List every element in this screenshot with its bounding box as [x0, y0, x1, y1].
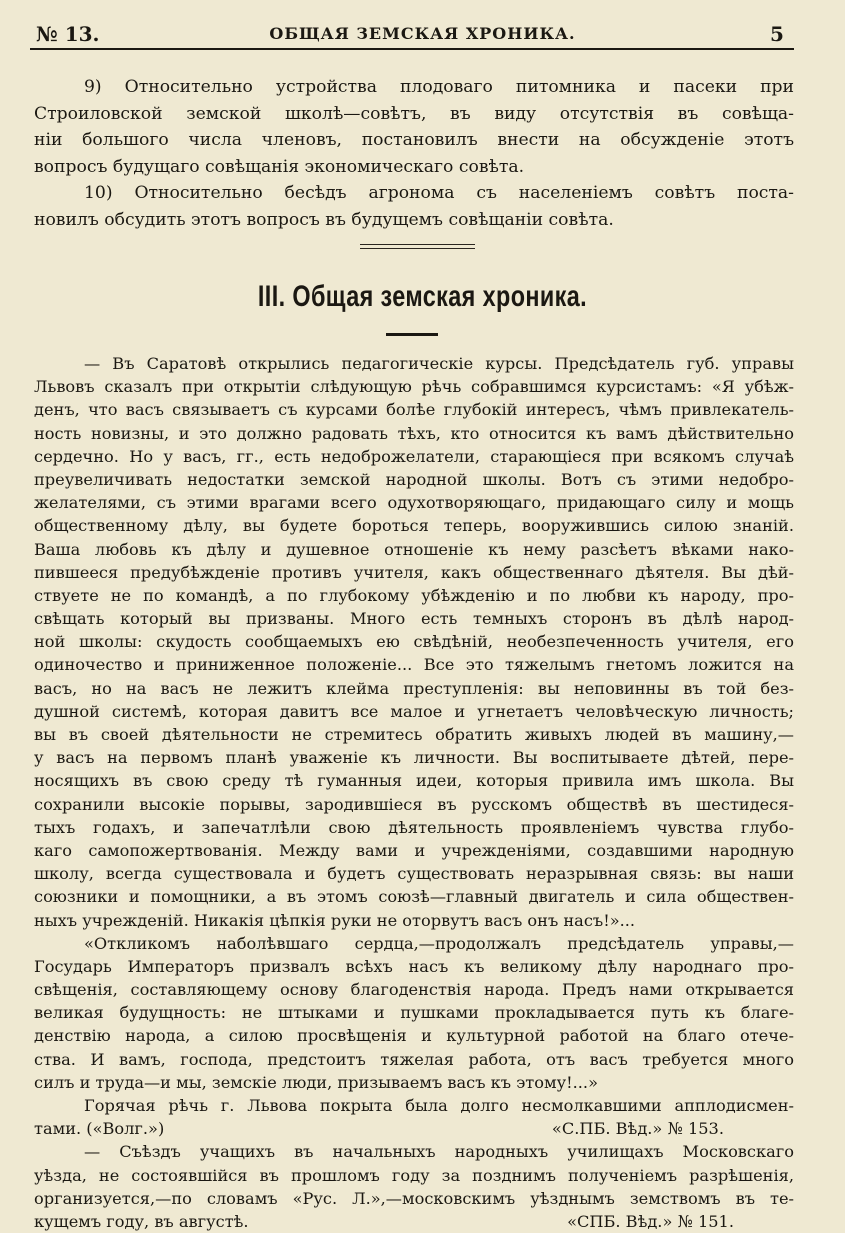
text-line: вопросъ будущаго совѣщанія экономическаго совѣта.: [34, 156, 525, 177]
text-line: каго самопожертвованія. Между вами и учрежденіями, создавшими народную: [34, 840, 794, 860]
text-line: тыхъ годахъ, и запечатлѣли свою дѣятельность проявленіемъ чувства глубо-: [34, 817, 794, 837]
text-line: преувеличивать недостатки земской народной школы. Вотъ съ этими недобро-: [34, 469, 794, 489]
text-line: ніи большого числа членовъ, постановилъ внести на обсужденіе этотъ: [34, 130, 794, 150]
text-line: ства. И вамъ, господа, предстоитъ тяжелая работа, отъ васъ требуется много: [34, 1049, 794, 1069]
title-rule: [386, 333, 438, 336]
text-line: желателями, съ этими врагами всего одухотворяющаго, придающаго силу и мощь: [34, 493, 794, 513]
issue-number: № 13.: [36, 22, 100, 46]
text-line: Ваша любовь къ дѣлу и душевное отношеніе къ нему разсѣетъ вѣками нако-: [34, 539, 794, 559]
text-line: ность новизны, и это должно радовать тѣхъ, кто относится къ вамъ дѣйствительно: [34, 423, 794, 443]
text-line: уѣзда, не состоявшійся въ прошломъ году за позднимъ полученіемъ разрѣшенія,: [34, 1165, 794, 1185]
source-reference: «СПБ. Вѣд.» № 151.: [567, 1211, 734, 1231]
text-line: школу, всегда существовала и будетъ существовать неразрывная связь: вы наши: [34, 864, 794, 884]
text-line: — Въ Саратовѣ открылись педагогическіе курсы. Предсѣдатель губ. управы: [84, 354, 794, 373]
text-line: силъ и труда—и мы, земскіе люди, призываемъ васъ къ этому!...»: [34, 1072, 598, 1092]
text-line: вы въ своей дѣятельности не стремитесь обратить живыхъ людей въ машину,—: [34, 725, 794, 744]
text-line: пившееся предубѣжденіе противъ учителя, какъ общественнаго дѣятеля. Вы дѣй-: [34, 562, 794, 582]
text-fragment: кущемъ году, въ августѣ.: [34, 1211, 249, 1231]
text-line-with-source: [34, 1210, 794, 1233]
text-line: «Откликомъ наболѣвшаго сердца,—продолжалъ предсѣдатель управы,—: [84, 933, 794, 953]
text-line: Горячая рѣчь г. Львова покрыта была долго несмолкавшими апплодисмен-: [84, 1096, 794, 1115]
text-line: сохранили высокіе порывы, зародившіеся въ русскомъ обществѣ въ шестидеся-: [34, 794, 794, 814]
text-line: денъ, что васъ связываетъ съ курсами болѣе глубокій интересъ, чѣмъ привлекатель-: [34, 400, 794, 420]
text-line: свѣщать который вы призваны. Много есть темныхъ сторонъ въ дѣлѣ народ-: [34, 609, 794, 629]
text-line: васъ, но на васъ не лежитъ клейма преступленія: вы неповинны въ той без-: [34, 678, 794, 698]
text-line: организуется,—по словамъ «Рус. Л.»,—московскимъ уѣзднымъ земствомъ въ те-: [34, 1188, 794, 1208]
text-line: общественному дѣлу, вы будете бороться теперь, вооружившись силою знаній.: [34, 516, 794, 536]
text-line: у васъ на первомъ планѣ уваженіе къ личности. Вы воспитываете дѣтей, пере-: [34, 748, 794, 768]
text-line: сердечно. Но у васъ, гг., есть недоброжелатели, старающіеся при всякомъ случаѣ: [34, 446, 794, 466]
page-number: 5: [770, 22, 784, 46]
text-line: одиночество и приниженное положеніе... Все это тяжелымъ гнетомъ ложится на: [34, 655, 794, 675]
text-line: союзники и помощники, а въ этомъ союзѣ—главный двигатель и сила обществен-: [34, 887, 794, 907]
text-line: душной системѣ, которая давитъ все малое и угнетаетъ человѣческую личность;: [34, 701, 794, 721]
chronicle-paragraph-saratov: [34, 352, 794, 1233]
text-line: ныхъ учрежденій. Никакія цѣпкія руки не оторвутъ васъ онъ насъ!»...: [34, 910, 636, 930]
text-line: 9) Относительно устройства плодоваго питомника и пасеки при: [84, 77, 794, 97]
running-title: ОБЩАЯ ЗЕМСКАЯ ХРОНИКА.: [269, 24, 576, 43]
text-line: великая будущность: не штыками и пушками прокладывается путь къ благе-: [34, 1003, 794, 1023]
text-line: носящихъ въ свою среду тѣ гуманныя идеи, которыя привила имъ школа. Вы: [34, 771, 794, 791]
top-paragraph-10: [34, 180, 794, 233]
text-line: ствуете не по командѣ, а по глубокому убѣжденію и по любви къ народу, про-: [34, 585, 794, 605]
text-line: — Съѣздъ учащихъ въ начальныхъ народныхъ училищахъ Московскаго: [84, 1142, 794, 1162]
text-line-with-source: [34, 1117, 794, 1140]
text-line: денствію народа, а силою просвѣщенія и культурной работой на благо отече-: [34, 1026, 794, 1046]
text-line: 10) Относительно бесѣдъ агронома съ населеніемъ совѣтъ поста-: [84, 183, 794, 203]
source-reference: «С.ПБ. Вѣд.» № 153.: [551, 1119, 724, 1139]
top-paragraph-9: [34, 74, 794, 180]
text-line: Львовъ сказалъ при открытіи слѣдующую рѣчь собравшимся курсистамъ: «Я убѣж-: [34, 377, 794, 397]
text-line: Строиловской земской школѣ—совѣтъ, въ виду отсутствія въ совѣща-: [34, 103, 794, 124]
text-line: новилъ обсудить этотъ вопросъ въ будущемъ совѣщаніи совѣта.: [34, 209, 614, 230]
section-title: III. Общая земская хроника.: [257, 280, 588, 313]
header-rule: [30, 48, 794, 50]
text-line: Государь Императоръ призвалъ всѣхъ насъ къ великому дѣлу народнаго про-: [34, 956, 794, 976]
text-line: свѣщенія, составляющему основу благоденствія народа. Предъ нами открывается: [34, 980, 794, 1000]
section-separator: [360, 244, 475, 252]
text-fragment: тами. («Волг.»): [34, 1119, 165, 1139]
text-line: ной школы: скудость сообщаемыхъ ею свѣдѣній, необезпеченность учителя, его: [34, 632, 794, 652]
